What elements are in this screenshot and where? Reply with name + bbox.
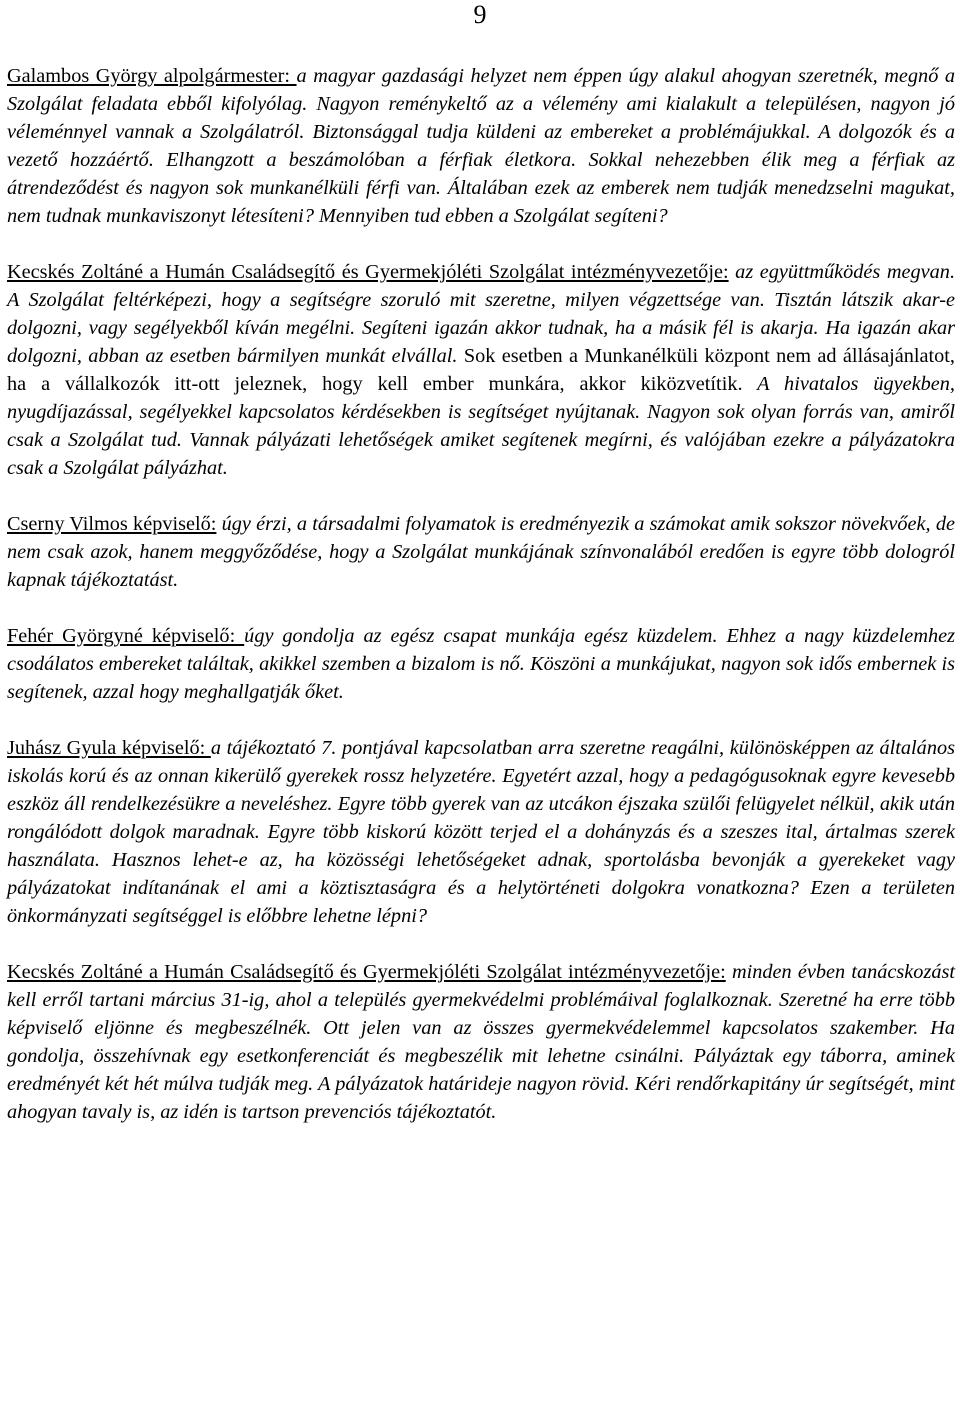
paragraph-galambos [7,62,955,230]
speaker-name: Cserny Vilmos képviselő: [7,513,217,535]
paragraph-text: úgy gondolja az egész csapat munkája egész küzdelem. Ehhez a nagy küzdelemhez csodálatos embereket találtak, akikkel szemben a bizalom is nő. Köszöni a munkájukat, nagyon sok idős embernek is segítenek, azzal hogy meghallgatják őket. [7,625,955,703]
paragraph-text: A Szolgálat feltérképezi, hogy a segítségre szoruló mit szeretne, milyen végzettsége van. Tisztán látszik akar-e dolgozni, vagy segélyekből kíván megélni. Segíteni igazán akkor tudnak, ha a másik fél is akarja. Ha igazán akar dolgozni, abban az esetben bármilyen munkát elvállal. [7,289,955,367]
speaker-name: Galambos György alpolgármester: [7,65,297,87]
paragraph-text: a tájékoztató 7. pontjával kapcsolatban arra szeretne reagálni, különösképpen az általános iskolás korú és az onnan kikerülő gyerekek rossz helyzetére. Egyetért azzal, hogy a pedagógusoknak egyre kevesebb eszköz áll rendelkezésükre a neveléshez. Egyre több gyerek van az utcákon éjszaka szülői felügyelet nélkül, akik után rongálódott dolgok maradnak. Egyre több kiskorú között terjed el a dohányzás és a szeszes ital, ártalmas szerek használata. Hasznos lehet-e az, ha közösségi lehetőségeket adnak, sportolásba bevonják a gyerekeket vagy pályázatokat indítanának el ami a köztisztaságra és a helytörténeti dolgokra vonatkozna? Ezen a területen önkormányzati segítséggel is előbbre lehetne lépni? [7,737,955,927]
speaker-name: Kecskés Zoltáné a Humán Családsegítő és Gyermekjóléti Szolgálat intézményvezetője: [7,261,729,283]
paragraph-text: A hivatalos ügyekben, nyugdíjazással, segélyekkel kapcsolatos kérdésekben is segítséget nyújtanak. Nagyon sok olyan forrás van, amiről csak a Szolgálat tud. Vannak pályázati lehetőségek amiket segítenek megírni, és valójában ezekre a pályázatokra csak a Szolgálat pályázhat. [7,373,955,479]
paragraph-kecskes-1 [7,258,955,482]
paragraph-text: a magyar gazdasági helyzet nem éppen úgy alakul ahogyan szeretnék, megnő a Szolgálat feladata ebből kifolyólag. Nagyon reménykeltő az a vélemény ami kialakult a településen, nagyon jó véleménnyel vannak a Szolgálatról. Biztonsággal tudja küldeni az embereket a problémájukkal. A dolgozók és a vezető hozzáértő. Elhangzott a beszámolóban a férfiak életkora. Sokkal nehezebben élik meg a férfiak az átrendeződést és nagyon sok munkanélküli férfi van. Általában ezek az emberek nem tudják menedzselni magukat, nem tudnak munkaviszonyt létesíteni? Mennyiben tud ebben a Szolgálat segíteni? [7,65,955,227]
speaker-name: Juhász Gyula képviselő: [7,737,211,759]
paragraph-juhasz [7,734,955,930]
paragraph-feher [7,622,955,706]
paragraph-text: az együttműködés megvan. [728,261,956,283]
paragraph-kecskes-2 [7,958,955,1126]
paragraph-text: minden évben tanácskozást kell erről tartani március 31-ig, ahol a település gyermekvédelmi problémáival foglalkoznak. Szeretné ha erre több képviselő eljönne és megbeszélnék. Ott jelen van az összes gyermekvédelemmel kapcsolatos szakember. Ha gondolja, összehívnak egy esetkonferenciát és megbeszélik mit lehetne csinálni. Pályáztak egy táborra, aminek eredményét két hét múlva tudják meg. A pályázatok határideje nagyon rövid. Kéri rendőrkapitány úr segítségét, mint ahogyan tavaly is, az idén is tartson prevenciós tájékoztatót. [7,961,956,1123]
document-body [7,62,955,1126]
page-number: 9 [473,0,487,29]
paragraph-cserny [7,510,955,594]
paragraph-text: Sok esetben a Munkanélküli központ nem ad állásajánlatot, ha a vállalkozók itt-ott jeleznek, hogy kell ember munkára, akkor kiközvetítik. [7,345,955,395]
paragraph-text: úgy érzi, a társadalmi folyamatok is eredményezik a számokat amik sokszor növekvőek, de nem csak azok, hanem meggyőződése, hogy a Szolgálat munkájának színvonalából eredően is egyre több dologról kapnak tájékoztatást. [7,513,955,591]
speaker-name: Kecskés Zoltáné a Humán Családsegítő és Gyermekjóléti Szolgálat intézményvezetője: [7,961,726,983]
speaker-name: Fehér Györgyné képviselő: [7,625,245,647]
